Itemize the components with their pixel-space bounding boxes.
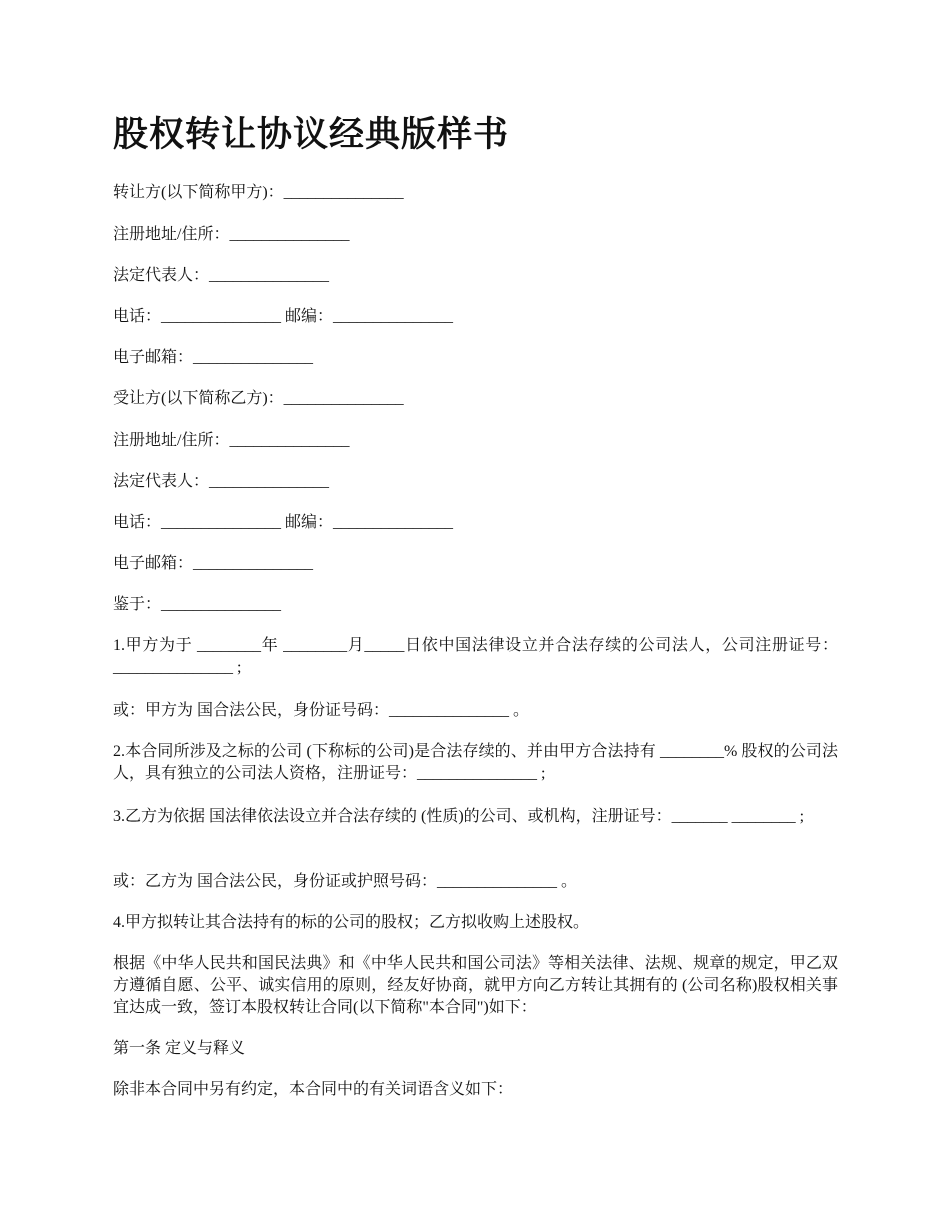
clause-4: 4.甲方拟转让其合法持有的标的公司的股权；乙方拟收购上述股权。 (113, 914, 590, 931)
preamble-paragraph: 根据《中华人民共和国民法典》和《中华人民共和国公司法》等相关法律、法规、规章的规定，甲乙双方遵循自愿、公平、诚实信用的原则，经友好协商，就甲方向乙方转让其拥有的 (公司名称)股权相关事宜达成一致，签订本股权转让合同(以下简称"本合同")如下： (113, 955, 838, 1016)
transferor-legal-rep-line: 法定代表人：_______________ (113, 267, 330, 284)
transferee-name-line: 受让方(以下简称乙方)：_______________ (113, 390, 404, 407)
transferor-email-line: 电子邮箱：_______________ (113, 349, 314, 366)
transferee-legal-rep-line: 法定代表人：_______________ (113, 473, 330, 490)
transferor-name-line: 转让方(以下简称甲方)：_______________ (113, 184, 404, 201)
transferee-phone-postcode-line: 电话：_______________ 邮编：_______________ (113, 514, 454, 531)
clause-2: 2.本合同所涉及之标的公司 (下称标的公司)是合法存续的、并由甲方合法持有 ________% 股权的公司法人，具有独立的公司法人资格，注册证号：_______________ ; (113, 743, 838, 782)
definitions-intro: 除非本合同中另有约定，本合同中的有关词语含义如下： (113, 1081, 514, 1098)
transferor-address-line: 注册地址/住所：_______________ (113, 226, 350, 243)
transferee-address-line: 注册地址/住所：_______________ (113, 432, 350, 449)
whereas-line: 鉴于：_______________ (113, 596, 282, 613)
article-1-heading: 第一条 定义与释义 (113, 1040, 246, 1057)
document-title: 股权转让协议经典版样书 (113, 115, 510, 154)
clause-1-alternative: 或：甲方为 国合法公民，身份证号码：_______________ 。 (113, 702, 530, 719)
transferee-email-line: 电子邮箱：_______________ (113, 555, 314, 572)
transferor-phone-postcode-line: 电话：_______________ 邮编：_______________ (113, 308, 454, 325)
clause-3-alternative: 或：乙方为 国合法公民，身份证或护照号码：_______________ 。 (113, 873, 578, 890)
clause-1: 1.甲方为于 ________年 ________月_____日依中国法律设立并合法存续的公司法人，公司注册证号：_______________ ; (113, 637, 838, 676)
clause-3: 3.乙方为依据 国法律依法设立并合法存续的 (性质)的公司、或机构，注册证号：_______ ________ ; (113, 808, 805, 825)
